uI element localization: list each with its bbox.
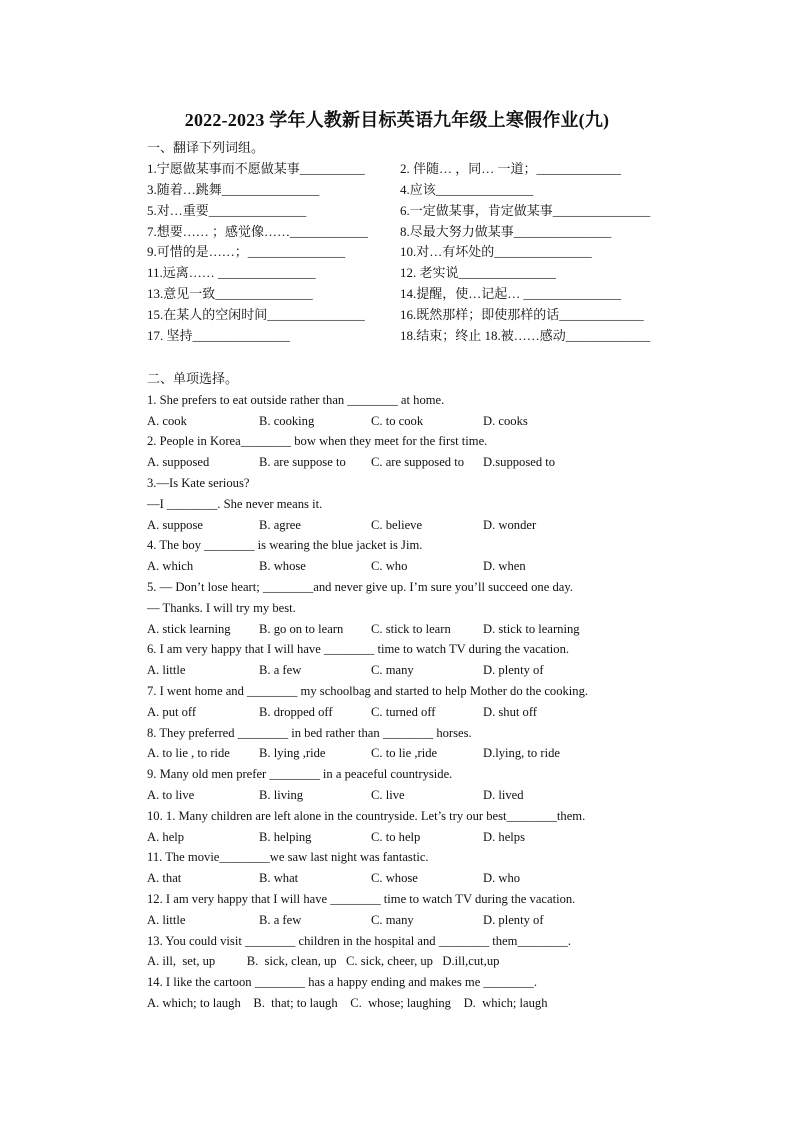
answer-options (147, 743, 623, 764)
answer-options (147, 785, 623, 806)
question-item (147, 931, 623, 973)
answer-option[interactable]: C. to lie ,ride (371, 746, 438, 761)
answer-option[interactable]: A. to lie , to ride (147, 746, 230, 761)
question-text: 1. She prefers to eat outside rather than ________ at home. (147, 392, 445, 407)
answer-option[interactable]: C. many (371, 663, 414, 678)
answer-option[interactable]: B. agree (259, 517, 301, 532)
vocab-item: 6.一定做某事，肯定做某事_______________ (400, 202, 651, 218)
vocab-item: 11.远离…… _______________ (147, 265, 316, 281)
question-text: 2. People in Korea________ bow when they meet for the first time. (147, 434, 488, 449)
question-item (147, 723, 623, 765)
question-text: 4. The boy ________ is wearing the blue jacket is Jim. (147, 538, 423, 553)
answer-option[interactable]: C. live (371, 787, 405, 802)
section-multiple-choice (147, 369, 623, 1014)
question-item (147, 972, 623, 1014)
answer-option[interactable]: D. helps (483, 829, 525, 844)
answer-option[interactable]: D. who (483, 871, 521, 886)
question-text: —I ________. She never means it. (147, 496, 323, 511)
answer-option[interactable]: D. when (483, 559, 526, 574)
section-translation (147, 138, 700, 346)
vocab-item: 7.想要…… ；感觉像……____________ (147, 223, 369, 239)
answer-option[interactable]: B. whose (259, 559, 306, 574)
answer-option[interactable]: D. plenty of (483, 912, 544, 927)
answer-option[interactable]: D. lived (483, 787, 524, 802)
answer-option[interactable]: A. help (147, 829, 185, 844)
question-item (147, 847, 623, 889)
answer-option[interactable]: A. stick learning (147, 621, 231, 636)
answer-option[interactable]: D. plenty of (483, 663, 544, 678)
answer-option[interactable]: A. supposed (147, 455, 210, 470)
answer-options[interactable]: A. ill, set, up B. sick, clean, up C. sick, cheer, up D.ill,cut,up (147, 954, 500, 969)
document-title: 2022-2023 学年人教新目标英语九年级上寒假作业(九) (184, 110, 610, 130)
answer-option[interactable]: D. cooks (483, 413, 528, 428)
answer-option[interactable]: A. little (147, 663, 186, 678)
vocab-item: 13.意见一致_______________ (147, 285, 313, 301)
answer-option[interactable]: D.lying, to ride (483, 746, 560, 761)
answer-options (147, 515, 623, 536)
vocab-item: 17. 坚持_______________ (147, 327, 291, 343)
answer-option[interactable]: B. cooking (259, 413, 315, 428)
answer-option[interactable]: A. which (147, 559, 194, 574)
question-text: 7. I went home and ________ my schoolbag and started to help Mother do the cooking. (147, 683, 589, 698)
answer-option[interactable]: A. to live (147, 787, 195, 802)
answer-option[interactable]: B. living (259, 787, 304, 802)
vocab-item: 9.可惜的是……；_______________ (147, 244, 346, 260)
answer-options (147, 827, 623, 848)
answer-option[interactable]: D.supposed to (483, 455, 556, 470)
answer-options (147, 556, 623, 577)
vocab-item: 14.提醒，使…记起… _______________ (400, 285, 622, 301)
answer-option[interactable]: C. whose (371, 871, 418, 886)
vocab-item: 1.宁愿做某事而不愿做某事__________ (147, 161, 365, 177)
answer-options (147, 411, 623, 432)
answer-option[interactable]: C. who (371, 559, 408, 574)
answer-option[interactable]: D. stick to learning (483, 621, 580, 636)
question-text: 8. They preferred ________ in bed rather than ________ horses. (147, 725, 472, 740)
question-text: 6. I am very happy that I will have ________ time to watch TV during the vacation. (147, 642, 570, 657)
question-text: 11. The movie________we saw last night was fantastic. (147, 850, 429, 865)
answer-option[interactable]: B. what (259, 871, 299, 886)
question-list (147, 390, 623, 1014)
answer-options (147, 660, 623, 681)
question-text: 12. I am very happy that I will have ________ time to watch TV during the vacation. (147, 891, 576, 906)
answer-option[interactable]: C. believe (371, 517, 423, 532)
answer-option[interactable]: C. stick to learn (371, 621, 451, 636)
question-item (147, 639, 623, 681)
answer-option[interactable]: A. cook (147, 413, 187, 428)
vocab-item: 18.结束；终止 18.被……感动_____________ (400, 327, 651, 343)
answer-options (147, 910, 623, 931)
answer-options (147, 702, 623, 723)
question-text: 14. I like the cartoon ________ has a happy ending and makes me ________. (147, 975, 537, 990)
answer-option[interactable]: C. turned off (371, 704, 436, 719)
answer-option[interactable]: D. shut off (483, 704, 537, 719)
answer-option[interactable]: A. that (147, 871, 182, 886)
question-item (147, 535, 623, 577)
question-item (147, 764, 623, 806)
answer-option[interactable]: B. helping (259, 829, 312, 844)
vocab-item: 2. 伴随… ，同… 一道；_____________ (400, 161, 622, 177)
section-heading: 二、单项选择。 (147, 371, 239, 386)
answer-option[interactable]: C. to help (371, 829, 421, 844)
answer-option[interactable]: B. are suppose to (259, 455, 346, 470)
answer-options (147, 619, 623, 640)
vocab-item: 5.对…重要_______________ (147, 202, 307, 218)
answer-option[interactable]: C. to cook (371, 413, 424, 428)
vocab-grid (147, 159, 700, 346)
answer-option[interactable]: B. go on to learn (259, 621, 344, 636)
vocab-item: 4.应该_______________ (400, 181, 534, 197)
question-item (147, 473, 623, 535)
question-item (147, 390, 623, 432)
answer-option[interactable]: B. lying ,ride (259, 746, 326, 761)
vocab-item: 10.对…有坏处的_______________ (400, 244, 592, 260)
question-text: 3.—Is Kate serious? (147, 475, 250, 490)
answer-options (147, 868, 623, 889)
answer-options[interactable]: A. which; to laugh B. that; to laugh C. whose; laughing D. which; laugh (147, 995, 548, 1010)
section-heading: 一、翻译下列词组。 (147, 140, 265, 155)
vocab-item: 12. 老实说_______________ (400, 265, 557, 281)
vocab-item: 3.随着…跳舞_______________ (147, 181, 320, 197)
answer-option[interactable]: B. a few (259, 663, 302, 678)
vocab-item: 16.既然那样；即使那样的话_____________ (400, 306, 644, 322)
vocab-item: 15.在某人的空闲时间_______________ (147, 306, 365, 322)
answer-options (147, 452, 623, 473)
question-item (147, 806, 623, 848)
question-item (147, 681, 623, 723)
question-item (147, 889, 623, 931)
answer-option[interactable]: A. little (147, 912, 186, 927)
question-text: 13. You could visit ________ children in the hospital and ________ them________. (147, 933, 571, 948)
answer-option[interactable]: A. put off (147, 704, 197, 719)
answer-option[interactable]: B. a few (259, 912, 302, 927)
answer-option[interactable]: B. dropped off (259, 704, 333, 719)
question-text: 5. — Don’t lose heart; ________and never give up. I’m sure you’ll succeed one day. (147, 579, 573, 594)
answer-option[interactable]: C. are supposed to (371, 455, 465, 470)
answer-option[interactable]: C. many (371, 912, 414, 927)
question-item (147, 431, 623, 473)
question-text: 9. Many old men prefer ________ in a peaceful countryside. (147, 767, 453, 782)
question-item (147, 577, 623, 639)
answer-option[interactable]: D. wonder (483, 517, 537, 532)
vocab-item: 8.尽最大努力做某事_______________ (400, 223, 612, 239)
answer-option[interactable]: A. suppose (147, 517, 203, 532)
question-text: 10. 1. Many children are left alone in the countryside. Let’s try our best________them. (147, 808, 586, 823)
question-text: — Thanks. I will try my best. (147, 600, 296, 615)
